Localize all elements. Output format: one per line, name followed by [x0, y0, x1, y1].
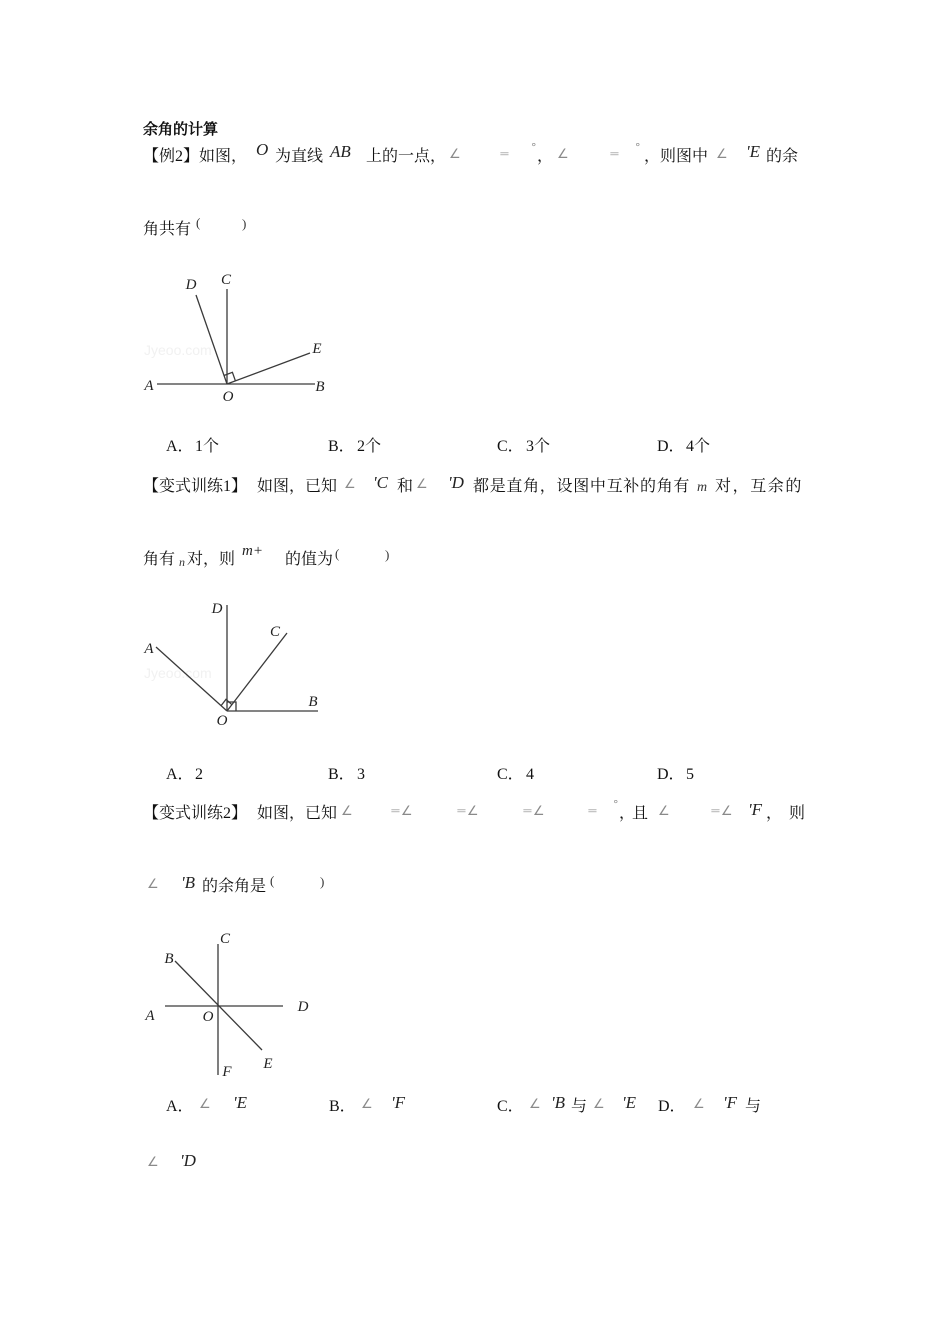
point-label-o: O [222, 389, 234, 405]
question-text: 则 [789, 805, 806, 822]
question-text: ，则图中 [644, 148, 709, 165]
question-text: 和 [397, 478, 414, 495]
point-label-f: F [222, 1064, 232, 1080]
equals-symbol: = [499, 147, 510, 162]
option-d-value: 4个 [686, 438, 711, 455]
option-d-letter: D． [658, 1098, 686, 1115]
question-text: 的余角是 [202, 878, 267, 895]
option-d-letter: D． [657, 766, 685, 783]
angle-symbol: ∠ [693, 1097, 705, 1112]
angle-symbol: ∠ [593, 1097, 605, 1112]
option-b-value: 2个 [357, 438, 382, 455]
point-label-o: O [216, 713, 228, 729]
question-label: 【变式训练1】 [143, 478, 248, 495]
question-label: 【变式训练2】 [143, 805, 248, 822]
question-text: 角有 [143, 551, 176, 568]
answer-blank-close: ) [320, 874, 325, 889]
equals-angle-symbol: =∠ [456, 804, 479, 819]
point-label-b: B [308, 694, 318, 710]
question-label-text: 【例2】如图， [143, 148, 248, 165]
math-variable: O [256, 140, 269, 159]
option-b-letter: B． [329, 1098, 356, 1115]
option-b-value: 3 [357, 766, 365, 783]
option-d-letter: D． [657, 438, 685, 455]
question-text: 对，互余的 [715, 478, 804, 495]
math-variable: 'E [746, 142, 761, 161]
angle-symbol: ∠ [361, 1097, 373, 1112]
math-variable-n: n [179, 555, 185, 569]
point-label-e: E [263, 1056, 273, 1072]
angle-symbol: ∠ [341, 804, 353, 819]
option-text: 与 [571, 1098, 588, 1115]
math-variable: 'F [748, 800, 763, 819]
option-c-letter: C． [497, 766, 524, 783]
degree-symbol: ° [635, 141, 641, 154]
option-c-letter: C． [497, 438, 524, 455]
option-b-letter: B． [328, 766, 355, 783]
equals-symbol: = [587, 804, 598, 819]
point-label-c: C [269, 624, 281, 640]
degree-symbol: ° [531, 141, 537, 154]
question-text: 都是直角，设图中互补的角有 [473, 478, 691, 495]
point-label-e: E [312, 341, 322, 357]
math-variable: 'E [622, 1093, 637, 1112]
section-title: 余角的计算 [143, 120, 219, 138]
equals-angle-symbol: =∠ [710, 804, 733, 819]
figure-3-intersecting-lines [140, 920, 340, 1085]
angle-symbol: ∠ [449, 147, 461, 162]
question-text: 角共有 [143, 221, 192, 238]
watermark: Jyeoo.com [144, 342, 212, 358]
question-text: 如图，已知 [257, 478, 338, 495]
math-variable: 'D [448, 473, 464, 492]
watermark: Jyeoo.com [144, 665, 212, 681]
question-text: 上的一点， [366, 148, 447, 165]
question-text: 且 [632, 805, 649, 822]
math-variable: 'E [233, 1093, 248, 1112]
option-a-letter: A． [166, 766, 194, 783]
answer-blank-open: ( [196, 215, 201, 230]
equals-symbol: = [609, 147, 620, 162]
angle-symbol: ∠ [716, 147, 728, 162]
equals-angle-symbol: =∠ [522, 804, 545, 819]
answer-blank-open: ( [270, 873, 275, 888]
question-text: ， [537, 148, 554, 165]
point-label-c: C [219, 931, 231, 947]
answer-blank-close: ) [242, 216, 247, 231]
option-a-value: 1个 [195, 438, 220, 455]
option-c-value: 3个 [526, 438, 551, 455]
answer-blank-open: ( [335, 546, 340, 561]
point-label-c: C [220, 272, 232, 288]
figure-2-angles [140, 590, 340, 735]
point-label-a: A [145, 1008, 155, 1024]
math-variable-m: m [697, 480, 708, 495]
answer-blank-close: ) [385, 547, 390, 562]
angle-symbol: ∠ [416, 477, 428, 492]
question-text: 的余 [766, 148, 799, 165]
point-label-b: B [164, 951, 174, 967]
angle-symbol: ∠ [557, 147, 569, 162]
angle-symbol: ∠ [658, 804, 670, 819]
angle-symbol: ∠ [147, 1155, 159, 1170]
question-text: 为直线 [275, 148, 324, 165]
point-label-a: A [144, 378, 154, 394]
angle-symbol: ∠ [199, 1097, 211, 1112]
question-text: 对，则 [187, 551, 236, 568]
point-label-a: A [144, 641, 154, 657]
math-expression: m+ [242, 543, 263, 559]
option-a-value: 2 [195, 766, 203, 783]
option-c-letter: C． [497, 1098, 524, 1115]
option-c-value: 4 [526, 766, 534, 783]
option-a-letter: A． [166, 438, 194, 455]
ray-oe [227, 353, 310, 384]
ray-od [196, 295, 227, 384]
point-label-d: D [211, 601, 223, 617]
math-variable: 'F [723, 1093, 738, 1112]
option-d-value: 5 [686, 766, 694, 783]
question-text: 如图，已知 [257, 805, 338, 822]
equals-angle-symbol: =∠ [390, 804, 413, 819]
math-variable: 'C [373, 473, 388, 492]
point-label-b: B [315, 379, 325, 395]
option-a-letter: A． [166, 1098, 194, 1115]
math-variable: 'D [180, 1151, 196, 1170]
question-text: ， [619, 805, 636, 822]
angle-symbol: ∠ [529, 1097, 541, 1112]
point-label-d: D [297, 999, 309, 1015]
point-label-d: D [185, 277, 197, 293]
point-label-o: O [202, 1009, 214, 1025]
figure-1-angles [140, 260, 340, 410]
option-text: 与 [745, 1098, 762, 1115]
angle-symbol: ∠ [344, 477, 356, 492]
question-text: ， [766, 805, 783, 822]
math-variable: 'B [551, 1093, 566, 1112]
degree-symbol: ° [613, 798, 619, 811]
option-b-letter: B． [328, 438, 355, 455]
ray-oc [227, 633, 287, 711]
math-variable: 'F [391, 1093, 406, 1112]
angle-symbol: ∠ [147, 877, 159, 892]
math-variable: 'B [181, 873, 196, 892]
math-variable: AB [330, 142, 351, 161]
question-text: 的值为 [285, 551, 334, 568]
